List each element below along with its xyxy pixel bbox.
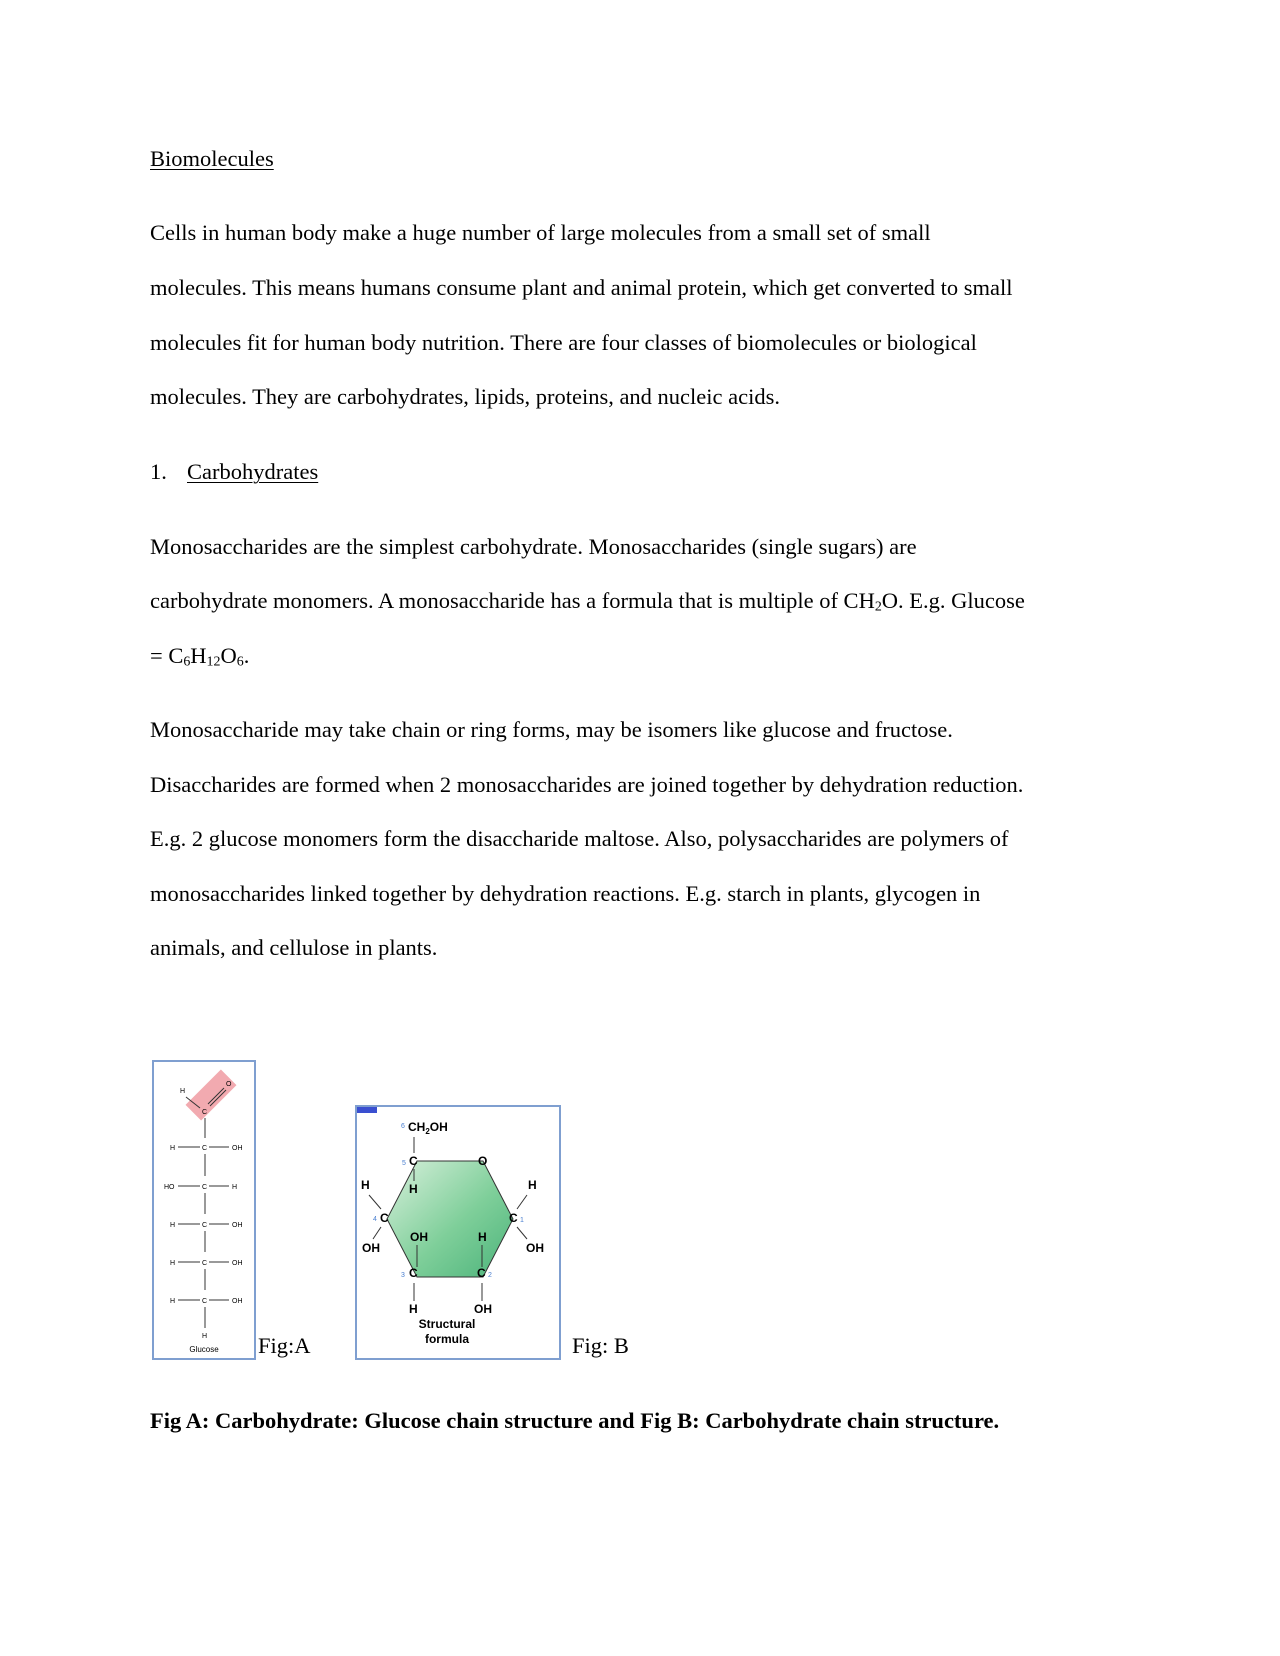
svg-text:C: C: [202, 1298, 208, 1305]
page-heading: Biomolecules: [150, 146, 274, 171]
section-number: 1.: [150, 459, 167, 484]
svg-text:H: H: [409, 1182, 418, 1196]
svg-text:H: H: [409, 1302, 418, 1316]
para3-line-2: Disaccharides are formed when 2 monosaccharides are joined together by dehydration reduction.: [150, 772, 1024, 797]
svg-text:C: C: [202, 1222, 208, 1229]
svg-text:H: H: [528, 1178, 537, 1192]
ring-atom-c5: C: [409, 1154, 418, 1168]
figure-b-label: Fig: B: [572, 1333, 629, 1358]
para2-line-3: = $C_6H_{12}O_6$.: [150, 643, 250, 670]
svg-text:OH: OH: [362, 1241, 380, 1255]
ring-oxygen: O: [478, 1154, 488, 1168]
svg-text:OH: OH: [232, 1145, 243, 1152]
intro-line-2: molecules. This means humans consume plant and animal protein, which get converted to small: [150, 275, 1013, 300]
chain-row-c4: [170, 1222, 243, 1229]
figure-a-glucose-chain: [152, 1060, 256, 1360]
svg-text:C: C: [202, 1260, 208, 1267]
para3-line-5: animals, and cellulose in plants.: [150, 935, 438, 960]
figure-b-corner-bar: [357, 1107, 377, 1113]
glucose-ring-diagram: [357, 1107, 559, 1358]
figure-b-glucose-ring: [355, 1105, 561, 1360]
atom-h-top: H: [180, 1088, 186, 1095]
svg-text:1: 1: [520, 1217, 524, 1224]
svg-text:C: C: [202, 1145, 208, 1152]
section-title: Carbohydrates: [187, 459, 319, 484]
svg-text:OH: OH: [526, 1241, 544, 1255]
chain-row-c6: [170, 1298, 243, 1305]
chain-row-c5: [170, 1260, 243, 1267]
svg-text:OH: OH: [232, 1260, 243, 1267]
svg-text:H: H: [170, 1145, 176, 1152]
para3-line-4: monosaccharides linked together by dehydration reactions. E.g. starch in plants, glycogen in: [150, 881, 981, 906]
para3-line-1: Monosaccharide may take chain or ring forms, may be isomers like glucose and fructose.: [150, 717, 953, 742]
para2-line-2: carbohydrate monomers. A monosaccharide has a formula that is multiple of $CH_2O$. E.g. Glucose: [150, 588, 1025, 615]
para3-line-3: E.g. 2 glucose monomers form the disaccharide maltose. Also, polysaccharides are polymers of: [150, 826, 1009, 851]
svg-text:4: 4: [373, 1216, 377, 1223]
intro-line-4: molecules. They are carbohydrates, lipids, proteins, and nucleic acids.: [150, 384, 780, 409]
svg-text:H: H: [478, 1230, 487, 1244]
svg-text:3: 3: [401, 1272, 405, 1279]
figure-a-label: Fig:A: [258, 1333, 311, 1358]
structural-caption-line-1: Structural: [418, 1317, 476, 1331]
structural-caption-line-2: formula: [424, 1332, 470, 1346]
svg-text:H: H: [232, 1184, 238, 1191]
glucose-chain-diagram: [154, 1062, 254, 1358]
ring-atom-c4: C: [380, 1211, 389, 1225]
glucose-caption: Glucose: [189, 1345, 219, 1354]
intro-line-1: Cells in human body make a huge number of large molecules from a small set of small: [150, 220, 931, 245]
ring-hexagon: [387, 1161, 513, 1277]
svg-text:2: 2: [488, 1272, 492, 1279]
svg-text:H: H: [170, 1298, 176, 1305]
atom-c1: C: [202, 1109, 208, 1116]
ring-atom-c3: C: [409, 1266, 418, 1280]
svg-text:H: H: [361, 1178, 370, 1192]
svg-text:OH: OH: [410, 1230, 428, 1244]
atom-o-carbonyl: O: [226, 1081, 232, 1088]
figure-caption: Fig A: Carbohydrate: Glucose chain structure and Fig B: Carbohydrate chain structure.: [150, 1408, 1000, 1433]
ring-atom-c1: C: [509, 1211, 518, 1225]
ring-atom-c2: C: [477, 1266, 486, 1280]
svg-text:HO: HO: [164, 1184, 175, 1191]
svg-text:5: 5: [402, 1160, 406, 1167]
svg-text:OH: OH: [474, 1302, 492, 1316]
carbon-number-6: 6: [401, 1123, 405, 1130]
ch2oh-group: $CH_2OH$: [408, 1120, 448, 1136]
svg-text:OH: OH: [232, 1222, 243, 1229]
atom-h-bottom: H: [202, 1333, 208, 1340]
chain-row-c2: [170, 1145, 243, 1152]
para2-line-1: Monosaccharides are the simplest carbohydrate. Monosaccharides (single sugars) are: [150, 534, 917, 559]
svg-text:C: C: [202, 1184, 208, 1191]
svg-text:H: H: [170, 1260, 176, 1267]
svg-text:H: H: [170, 1222, 176, 1229]
chain-row-c3: [164, 1184, 237, 1191]
svg-text:OH: OH: [232, 1298, 243, 1305]
intro-line-3: molecules fit for human body nutrition. There are four classes of biomolecules or biological: [150, 330, 977, 355]
carbonyl-highlight: [186, 1070, 237, 1121]
